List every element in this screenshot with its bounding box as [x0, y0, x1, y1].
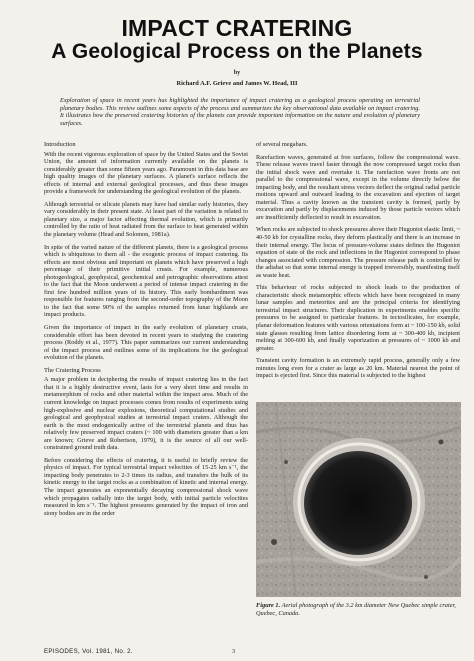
figure-label: Figure 1.: [256, 602, 281, 609]
paragraph: Although terrestrial or silicate planets may have had similar early histories, they vary considerably in their present state. At least part of the variation is related to planetary size, a major factor affecting thermal evolution, which is primarily controlled by the ratio of heat radiated from the surface to heat generated within the planetary volume (Head and Solomon, 1981a).: [44, 200, 248, 239]
crater-aerial-photo: [256, 402, 461, 597]
paragraph: A major problem in deciphering the results of impact cratering lies in the fact that it is a highly destructive event, lasts for a very short time and results in metamorphism of rocks and other material within the impact area. Much of the current knowledge on impact processes comes from results of experiments using high-explosive and nuclear explosions, theoretical computational studies and geological and geophysical studies at terrestrial impact craters. Although the earth is the most endogenically active of the terrestrial planets and thus has relatively few preserved impact craters (~ 100 with diameters greater than a km are known; Grieve and Robertson, 1979), it is the source of all our well-constrained ground truth data.: [44, 376, 248, 452]
figure-caption: [256, 602, 462, 617]
title-line-1: IMPACT CRATERING: [121, 15, 353, 41]
authors: Richard A.F. Grieve and James W. Head, III: [176, 80, 298, 87]
byline-by: by: [233, 70, 241, 76]
left-column: [44, 141, 248, 522]
crater-photo-illustration: [256, 402, 461, 597]
paragraph: When rocks are subjected to shock pressures above their Hugoniot elastic limit, ~ 40-50 kb for crystalline rocks, they deform plastically and there is an increase in their internal energy. The locus of pressure-volume states defines the Hugoniot equation of state of the rock and inflections in the Hugoniot correspond to phase changes associated with compression. The pressure release path is controlled by the adiabat so that some internal energy is trapped irreversibly, manifesting itself as waste heat.: [256, 226, 460, 279]
paragraph: In spite of the varied nature of the different planets, there is a geological process which is ubiquitous to them all - the exogenic process of impact cratering. Its effects are most obvious and important on planets which have preserved a high percentage of their primitive initial crusts. For example, numerous photogeological, geophysical, geochemical and petrographic observations attest to the fact that the Moon underwent a period of intense impact cratering in the first few hundred million years of its history. This early bombardment was responsible for features ranging from the second-order topography of the Moon to the fact that some 90% of the samples returned from lunar highlands are impact products.: [44, 243, 248, 319]
paragraph: Rarefaction waves, generated at free surfaces, follow the compressional wave. These release waves travel faster through the now compressed target rocks than the initial shock wave and overtake it. The rarefaction wave fronts are not parallel to the compressional wave, except in the volume directly below the impacting body, and the resultant stress vectors deflect the original radial particle motions upward and outward leading to the excavation and ejection of target material. Thus a cavity known as the transient cavity is formed, partly by excavation and partly by displacements induced by those particle vectors which are insufficiently deflected to result in excavation.: [256, 153, 460, 221]
section-heading-cratering-process: The Cratering Process: [44, 366, 101, 374]
paragraph: of several megabars.: [256, 141, 308, 148]
page-number: 3: [232, 648, 236, 655]
paragraph: Given the importance of impact in the early evolution of planetary crusts, considerable effort has been devoted in recent years to studying the cratering process (Roddy et al., 1977). This paper summarizes our current understanding of the impact process and outlines some of its implications for the geological evolution of the planets.: [44, 324, 248, 362]
abstract: Exploration of space in recent years has highlighted the importance of impact cratering as a geological process operating on terrestrial planetary bodies. This review outlines some aspects of the process and summarizes the key observational data available on impact cratering. It illustrates how the preserved cratering histories of the planets can provide important information on the nature and evolution of planetary surfaces.: [60, 97, 420, 127]
title-line-2: A Geological Process on the Planets: [51, 40, 423, 63]
figure-caption-text: Aerial photograph of the 3.2 km diameter New Quebec simple crater, Quebec, Canada.: [256, 602, 456, 617]
paragraph: With the recent vigorous exploration of space by the United States and the Soviet Union, the amount of information currently available on the planets is considerably greater than some fifteen years ago. Paramount in this data base are high quality images of the planetary surfaces. A planet's surface reflects the effects of internal and external geological processes, and thus these images provide a framework for understanding the geological evolution of the planets.: [44, 150, 248, 196]
paragraph: Transient cavity formation is an extremely rapid process, generally only a few minutes long even for a crater as large as 20 km. Material nearest the point of impact is ejected first. Since this material is subjected to the highest: [256, 357, 460, 380]
right-column: [256, 141, 460, 385]
journal-footer: EPISODES, Vol. 1981, No. 2.: [44, 648, 133, 655]
section-heading-introduction: Introduction: [44, 141, 76, 148]
paragraph: Before considering the effects of cratering, it is useful to briefly review the physics of impact. For typical terrestrial impact velocities of 15-25 km s⁻¹, the impacting body penetrates to 2-3 times its radius, and transfers the bulk of its kinetic energy to the target rocks as a combination of kinetic and internal energy. The impact generates an exponentially decaying compressional shock wave which propagates radially into the target body, with initial particle velocities measured in km s⁻¹. The highest pressures generated by the impact of iron and stony bodies are in the order: [44, 456, 248, 517]
paragraph: This behaviour of rocks subjected to shock leads to the production of characteristic shock metamorphic effects which have been recognized in many lunar samples and meteorites and are the principal criteria for identifying terrestrial impact structures. Their duplication in experiments enables specific pressures to be assigned to particular features. In tectosilicates, for example, planar deformation features with various orientations form at ~ 100-150 kb, solid state glasses resulting from lattice disordering form at ~ 300-400 kb, incipient melting at 300-600 kb, and finally vaporization at pressures of ~ 1000 kb and greater.: [256, 284, 460, 352]
